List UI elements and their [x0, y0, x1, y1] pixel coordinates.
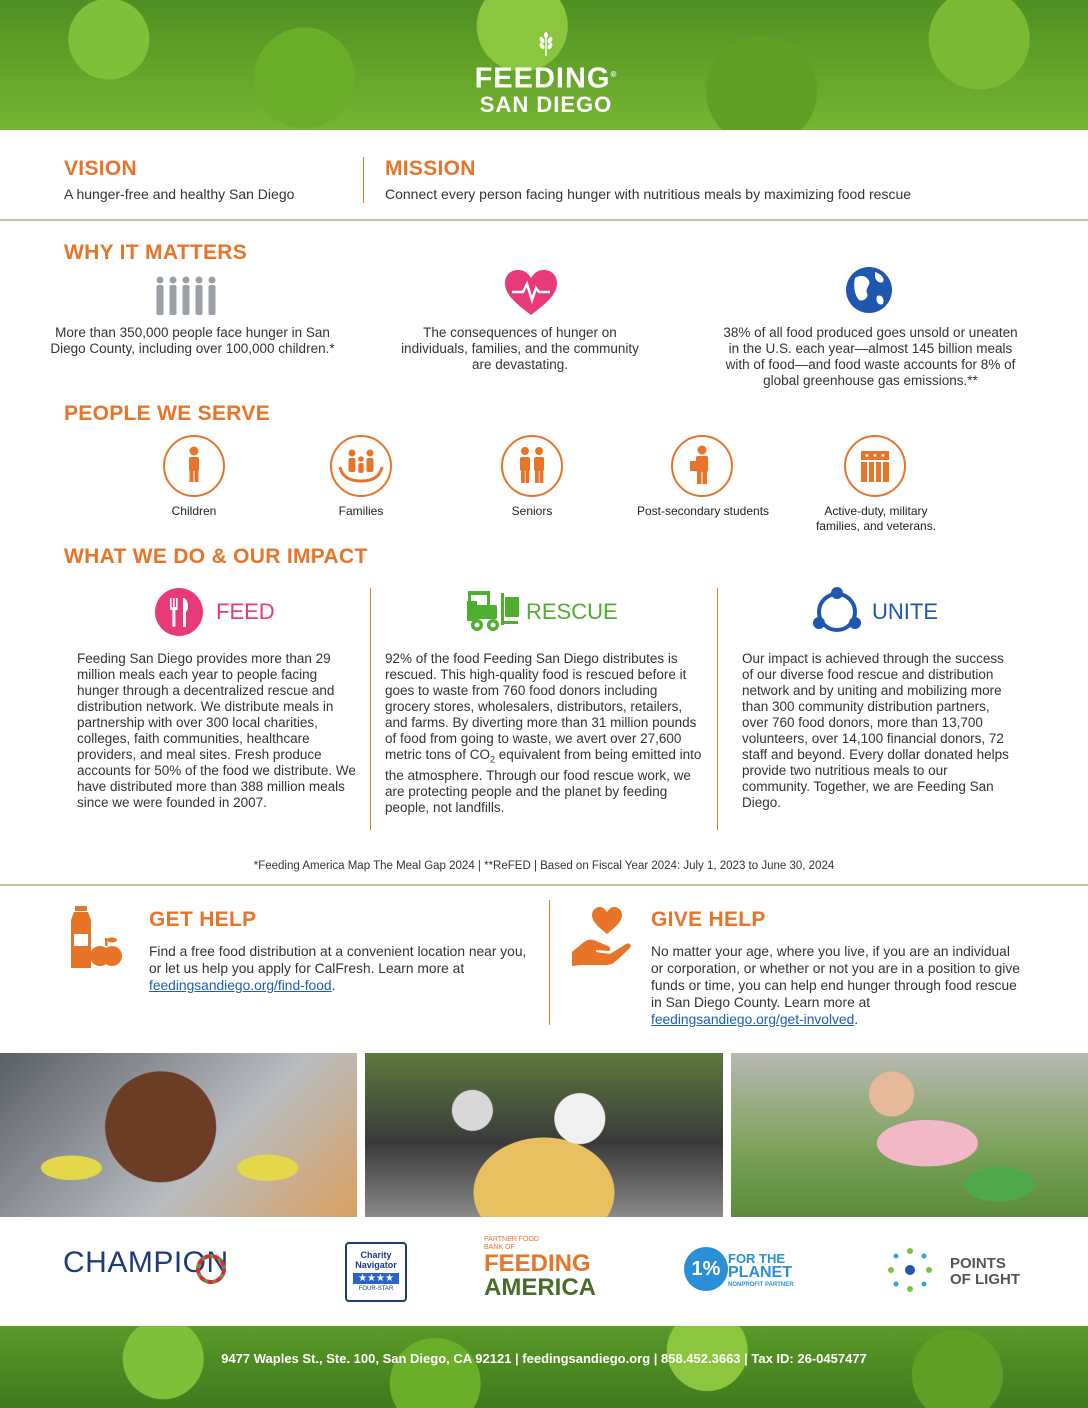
fa-line-2: AMERICA: [484, 1274, 596, 1301]
serve-label-military: Active-duty, military families, and veterans.: [815, 504, 937, 533]
heartbeat-icon: [504, 270, 558, 321]
photo-family-produce: [731, 1053, 1088, 1217]
feeding-america-logo: [484, 1236, 596, 1300]
serve-label-families: Families: [338, 504, 384, 518]
points-of-light-icon: [883, 1243, 937, 1302]
feed-text: Feeding San Diego provides more than 29 million meals each year to people facing hunger through a decentralized rescue and distribution network. We distribute meals in partnership with over 300 local charities, colleges, faith communities, healthcare providers, and meal sites. Fresh produce accounts for 50% of the food we distribute. We have distributed more than 388 million meals since we were founded in 2007.: [77, 651, 356, 810]
give-help-title: GIVE HELP: [651, 908, 766, 931]
why-text-1: More than 350,000 people face hunger in San Diego County, including over 100,000 children.*: [50, 325, 335, 356]
find-food-link[interactable]: feedingsandiego.org/find-food: [149, 978, 332, 993]
ftp-line-1: FOR THE: [728, 1251, 786, 1266]
get-help-end: .: [331, 978, 336, 993]
impact-title: WHAT WE DO & OUR IMPACT: [64, 545, 368, 568]
give-help-end: .: [854, 1012, 859, 1027]
logo-line-1: FEEDING: [474, 62, 611, 95]
get-help-title: GET HELP: [149, 908, 257, 931]
give-help-body: No matter your age, where you live, if you are an individual or corporation, or whether or not you are in a position to give funds or time, you can help end hunger through food rescue in San Diego County. Learn more at: [651, 944, 1020, 1010]
points-of-light-logo: [950, 1256, 1020, 1288]
impact-divider-2: [717, 588, 718, 830]
fa-small-text: PARTNER FOOD BANK OF: [484, 1236, 539, 1251]
charity-nav-stars: ★★★★: [353, 1273, 399, 1284]
fork-knife-icon: [155, 588, 203, 641]
juice-apple-icon: [68, 906, 126, 975]
logo: [466, 32, 626, 116]
sdg-wheel-icon: [196, 1254, 226, 1289]
student-icon: [671, 435, 733, 497]
unite-label: UNITE: [872, 599, 938, 624]
get-involved-link[interactable]: feedingsandiego.org/get-involved: [651, 1012, 855, 1027]
charity-nav-line-1: Charity: [360, 1250, 392, 1260]
vision-text: A hunger-free and healthy San Diego: [64, 186, 295, 202]
why-title: WHY IT MATTERS: [64, 241, 248, 264]
get-help-text: [149, 943, 529, 994]
rescue-text-a: 92% of the food Feeding San Diego distributes is rescued. This high-quality food is rescued before it goes to waste from 760 food donors including grocery stores, wholesalers, distributors, retailers, and farms. By diverting more than 31 million pounds of food from going to waste, we avert over 27,600 metric tons of CO: [385, 651, 697, 762]
get-help-body: Find a free food distribution at a convenient location near you, or let us help you apply for CalFresh. Learn more at: [149, 944, 527, 976]
family-icon: [330, 435, 392, 497]
mission-text: Connect every person facing hunger with nutritious meals by maximizing food rescue: [385, 186, 912, 202]
co2-subscript: 2: [490, 754, 496, 765]
charity-navigator-badge: [345, 1242, 407, 1302]
why-text-3: 38% of all food produced goes unsold or uneaten in the U.S. each year—almost 145 billion meals with of food—and food waste accounts for 8% of global greenhouse gas emissions.**: [723, 325, 1018, 388]
unite-text: Our impact is achieved through the success of our diverse food rescue and distribution network and by uniting and mobilizing more than 300 community distribution partners, over 760 food donors, more than 13,700 volunteers, over 14,100 financial donors, 72 staff and beyond. Every dollar donated helps provide two nutritious meals to our community. Together, we are Feeding San Diego.: [742, 651, 1009, 810]
why-text-2: The consequences of hunger on individuals, families, and the community are devastating.: [401, 325, 639, 372]
serve-label-children: Children: [171, 504, 217, 518]
feed-label: FEED: [216, 599, 275, 624]
registered-mark: ®: [610, 70, 618, 79]
charity-nav-line-2: Navigator: [355, 1260, 397, 1270]
rescue-text-b: equivalent from being emitted into the atmosphere. Through our food rescue work, we are protecting people and the planet by feeding people, not landfills.: [385, 747, 702, 815]
charity-nav-line-3: FOUR-STAR: [358, 1286, 394, 1292]
section-divider: [0, 219, 1088, 221]
section-divider-2: [0, 884, 1088, 886]
pol-line-1: POINTS: [950, 1255, 1006, 1272]
one-percent-logo: 1%: [684, 1247, 728, 1291]
unite-icon: [810, 585, 864, 642]
impact-divider-1: [370, 588, 371, 830]
photo-child-bananas: [0, 1053, 357, 1217]
ftp-line-2: PLANET: [728, 1264, 792, 1281]
vision-title: VISION: [64, 157, 137, 180]
serve-label-students: Post-secondary students: [636, 504, 770, 518]
logo-line-2: SAN DIEGO: [479, 91, 613, 117]
ftp-line-3: NONPROFIT PARTNER: [728, 1282, 794, 1288]
forklift-icon: [465, 589, 521, 638]
give-help-text: [651, 943, 1021, 1028]
globe-icon: [845, 266, 893, 319]
wheat-icon: [466, 32, 626, 60]
for-the-planet-logo: [728, 1252, 794, 1289]
people-icon: [155, 276, 225, 321]
serve-label-seniors: Seniors: [511, 504, 553, 518]
rescue-label: RESCUE: [526, 599, 618, 624]
heart-hand-icon: [570, 906, 634, 971]
footer-contact: 9477 Waples St., Ste. 100, San Diego, CA 92121 | feedingsandiego.org | 858.452.3663 | Tax ID: 26-0457477: [221, 1351, 867, 1366]
help-divider: [549, 900, 550, 1025]
header-banner: [0, 0, 1088, 130]
military-icon: [844, 435, 906, 497]
footnote: *Feeding America Map The Meal Gap 2024 | **ReFED | Based on Fiscal Year 2024: July 1, 2023 to June 30, 2024: [253, 860, 835, 872]
seniors-icon: [501, 435, 563, 497]
rescue-text: [385, 651, 705, 816]
champion-logo: CHAMPION: [63, 1246, 229, 1279]
photo-food-distribution: [365, 1053, 723, 1217]
serve-title: PEOPLE WE SERVE: [64, 402, 270, 425]
pol-line-2: OF LIGHT: [950, 1271, 1020, 1288]
mission-title: MISSION: [385, 157, 476, 180]
child-icon: [163, 435, 225, 497]
footer-banner: [0, 1326, 1088, 1408]
divider: [363, 157, 364, 203]
fa-line-1: FEEDING: [484, 1250, 591, 1277]
